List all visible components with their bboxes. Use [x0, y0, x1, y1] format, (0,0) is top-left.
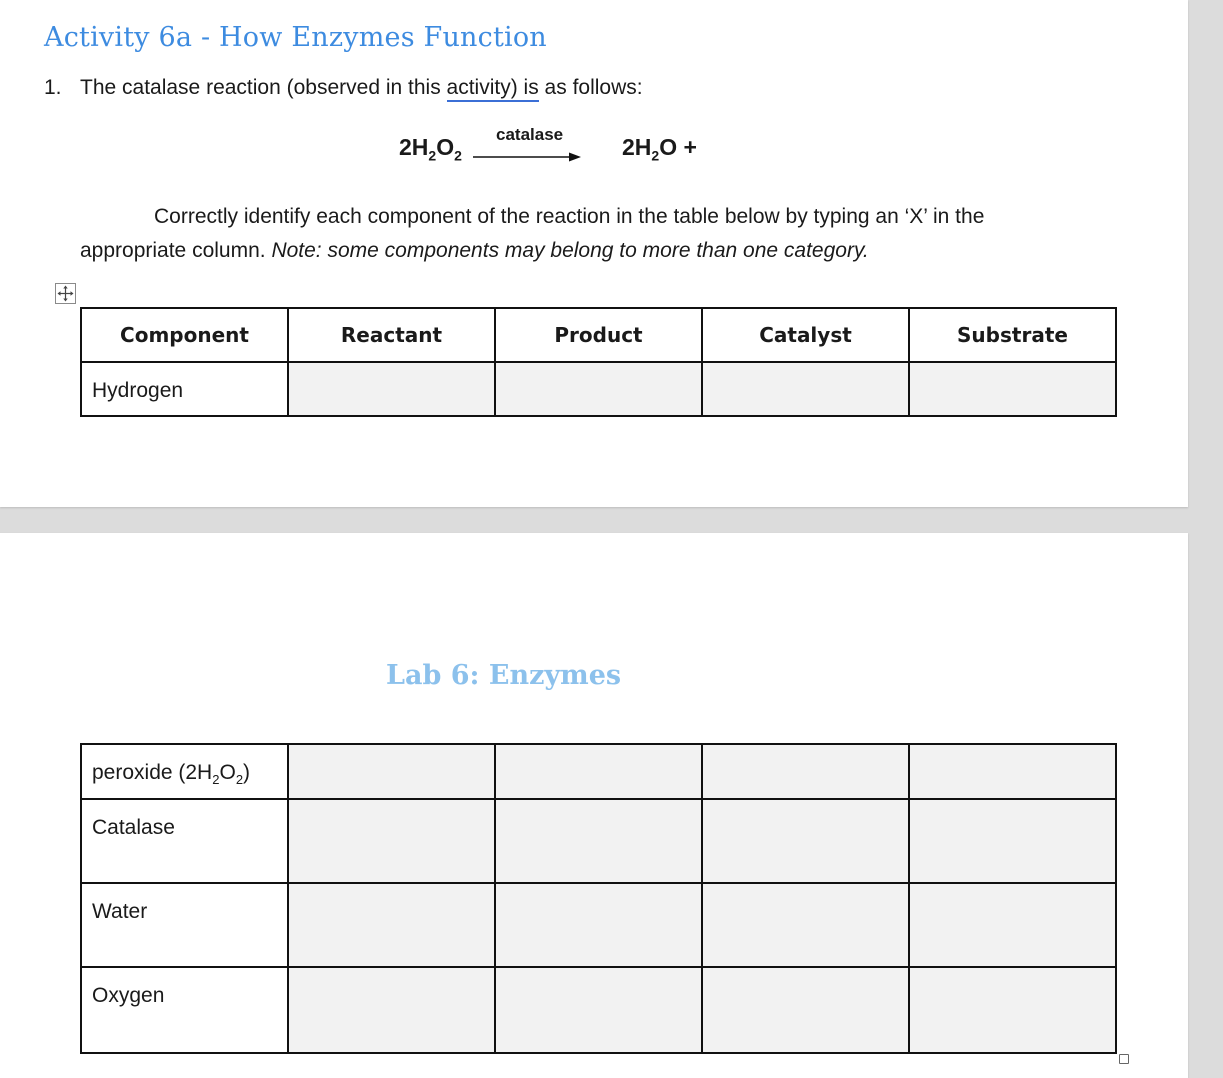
table-row	[81, 362, 1116, 416]
equation-catalyst-label: catalase	[496, 125, 564, 144]
input-cell-reactant[interactable]	[288, 362, 495, 416]
input-cell-product[interactable]	[495, 967, 702, 1053]
input-cell-product[interactable]	[495, 799, 702, 883]
table-move-handle-icon[interactable]	[55, 283, 76, 304]
input-cell-substrate[interactable]	[909, 967, 1116, 1053]
spellcheck-underlined-text: activity) is	[447, 76, 539, 102]
component-table	[80, 307, 1117, 417]
input-cell-product[interactable]	[495, 744, 702, 799]
header-catalyst: Catalyst	[702, 308, 909, 362]
input-cell-substrate[interactable]	[909, 799, 1116, 883]
input-cell-substrate[interactable]	[909, 362, 1116, 416]
instructions-line-1: Correctly identify each component of the reaction in the table below by typing an ‘X’ in the	[154, 205, 985, 228]
input-cell-catalyst[interactable]	[702, 967, 909, 1053]
header-substrate: Substrate	[909, 308, 1116, 362]
activity-title: Activity 6a - How Enzymes Function	[44, 22, 547, 53]
component-water: Water	[81, 883, 288, 967]
input-cell-catalyst[interactable]	[702, 883, 909, 967]
table-resize-handle-icon[interactable]	[1119, 1054, 1129, 1064]
question-number: 1.	[44, 76, 62, 99]
component-catalase: Catalase	[81, 799, 288, 883]
component-table-continued	[80, 743, 1117, 1054]
question-text-start: The catalase reaction (observed in this	[80, 76, 447, 99]
table-row	[81, 744, 1116, 799]
table-row	[81, 967, 1116, 1053]
header-product: Product	[495, 308, 702, 362]
input-cell-reactant[interactable]	[288, 883, 495, 967]
header-reactant: Reactant	[288, 308, 495, 362]
reaction-arrow-icon	[473, 151, 581, 163]
input-cell-substrate[interactable]	[909, 744, 1116, 799]
input-cell-product[interactable]	[495, 883, 702, 967]
input-cell-catalyst[interactable]	[702, 362, 909, 416]
component-hydrogen: Hydrogen	[81, 362, 288, 416]
table-header-row	[81, 308, 1116, 362]
component-peroxide: peroxide $(2H_2O_2)$	[81, 744, 288, 799]
equation-reactant: $2H_2O_2$	[399, 134, 462, 164]
question-text-end: as follows:	[538, 76, 643, 99]
input-cell-catalyst[interactable]	[702, 799, 909, 883]
equation-product: $2H_2O$ +	[622, 134, 697, 164]
header-component: Component	[81, 308, 288, 362]
input-cell-reactant[interactable]	[288, 967, 495, 1053]
input-cell-reactant[interactable]	[288, 799, 495, 883]
input-cell-reactant[interactable]	[288, 744, 495, 799]
instructions-line-2: appropriate column. Note: some components may belong to more than one category.	[80, 239, 869, 262]
input-cell-product[interactable]	[495, 362, 702, 416]
input-cell-substrate[interactable]	[909, 883, 1116, 967]
component-oxygen: Oxygen	[81, 967, 288, 1053]
table-row	[81, 883, 1116, 967]
table-row	[81, 799, 1116, 883]
question-1	[44, 76, 643, 100]
document-page-1	[0, 0, 1188, 507]
instructions-note: Note: some components may belong to more than one category.	[271, 239, 869, 262]
input-cell-catalyst[interactable]	[702, 744, 909, 799]
page-header-lab: Lab 6: Enzymes	[386, 660, 622, 691]
